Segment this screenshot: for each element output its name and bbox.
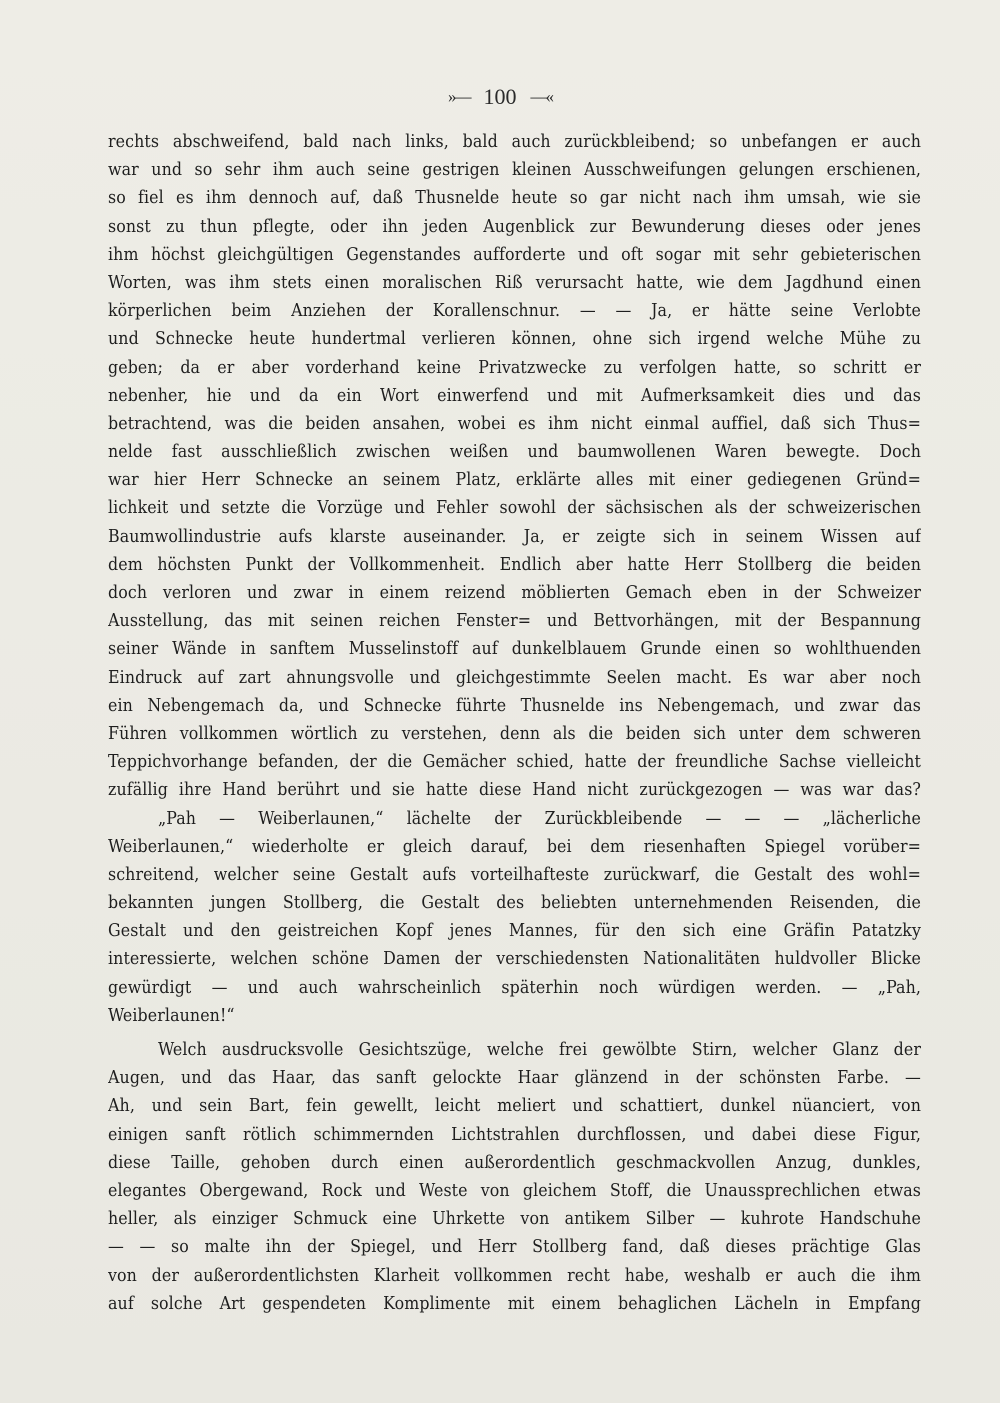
text-line: bekannten jungen Stollberg, die Gestalt des beliebten unternehmenden Reisenden, die — [108, 893, 921, 914]
text-line: körperlichen beim Anziehen der Korallenschnur. — — Ja, er hätte seine Verlobte — [108, 301, 921, 322]
text-line: Ah, und sein Bart, fein gewellt, leicht meliert und schattiert, dunkel nüanciert, von — [108, 1096, 921, 1117]
text-line: war und so sehr ihm auch seine gestrigen kleinen Ausschweifungen gelungen erschienen, — [108, 160, 921, 181]
text-line: „Pah — Weiberlaunen,“ lächelte der Zurückbleibende — — — „lächerliche — [158, 808, 921, 829]
text-line: doch verloren und zwar in einem reizend möblierten Gemach eben in der Schweizer — [108, 583, 921, 603]
text-line: nelde fast ausschließlich zwischen weißen und baumwollenen Waren bewegte. Doch — [108, 442, 921, 463]
text-line: rechts abschweifend, bald nach links, bald auch zurückbleibend; so unbefangen er auch — [108, 132, 921, 152]
text-line: ihm höchst gleichgültigen Gegenstandes aufforderte und oft sogar mit sehr gebieterischen — [108, 244, 921, 265]
page-number: 100 — [483, 84, 517, 109]
text-line: Eindruck auf zart ahnungsvolle und gleichgestimmte Seelen macht. Es war aber noch — [108, 667, 921, 688]
ornament-right-icon: —« — [530, 87, 552, 106]
text-line: sonst zu thun pflegte, oder ihn jeden Augenblick zur Bewunderung dieses oder jenes — [108, 216, 921, 237]
text-line: einigen sanft rötlich schimmernden Lichtstrahlen durchflossen, und dabei diese Figur, — [108, 1124, 921, 1145]
text-line: Weiberlaunen!“ — [108, 1005, 235, 1026]
text-line: schreitend, welcher seine Gestalt aufs vorteilhafteste zurückwarf, die Gestalt des wohl= — [108, 864, 921, 885]
text-line: elegantes Obergewand, Rock und Weste von gleichem Stoff, die Unaussprechlichen etwas — [108, 1180, 921, 1201]
text-line: seiner Wände in sanftem Musselinstoff auf dunkelblauem Grunde einen so wohlthuenden — [108, 639, 921, 660]
text-line: ein Nebengemach da, und Schnecke führte Thusnelde ins Nebengemach, und zwar das — [108, 695, 921, 716]
text-line: Worten, was ihm stets einen moralischen Riß verursacht hatte, wie dem Jagdhund einen — [108, 272, 921, 293]
text-line: Ausstellung, das mit seinen reichen Fenster= und Bettvorhängen, mit der Bespannung — [108, 611, 921, 632]
text-line: Führen vollkommen wörtlich zu verstehen, denn als die beiden sich unter dem schweren — [108, 723, 921, 744]
text-line: interessierte, welchen schöne Damen der verschiedensten Nationalitäten huldvoller Blicke — [108, 949, 921, 970]
text-line: Welch ausdrucksvolle Gesichtszüge, welche frei gewölbte Stirn, welcher Glanz der — [158, 1040, 921, 1060]
ornament-left-icon: »— — [448, 87, 470, 106]
text-line: auf solche Art gespendeten Komplimente mit einem behaglichen Lächeln in Empfang — [108, 1293, 921, 1314]
text-line: gewürdigt — und auch wahrscheinlich späterhin noch würdigen werden. — „Pah, — [108, 977, 921, 998]
text-line: — — so malte ihn der Spiegel, und Herr Stollberg fand, daß dieses prächtige Glas — [108, 1237, 921, 1258]
text-line: war hier Herr Schnecke an seinem Platz, erklärte alles mit einer gediegenen Gründ= — [108, 470, 921, 491]
text-line: zufällig ihre Hand berührt und sie hatte diese Hand nicht zurückgezogen — was war das? — [108, 780, 921, 801]
text-line: Baumwollindustrie aufs klarste auseinander. Ja, er zeigte sich in seinem Wissen auf — [108, 526, 921, 547]
page-header — [0, 82, 1000, 112]
text-line: dem höchsten Punkt der Vollkommenheit. Endlich aber hatte Herr Stollberg die beiden — [108, 554, 921, 575]
text-line: Augen, und das Haar, das sanft gelockte Haar glänzend in der schönsten Farbe. — — [108, 1068, 921, 1089]
text-line: Teppichvorhange befanden, der die Gemächer schied, hatte der freundliche Sachse vielleicht — [108, 752, 921, 773]
body-text — [108, 128, 921, 1318]
text-line: Gestalt und den geistreichen Kopf jenes Mannes, für den sich eine Gräfin Patatzky — [108, 921, 921, 942]
text-line: lichkeit und setzte die Vorzüge und Fehler sowohl der sächsischen als der schweizerischen — [108, 498, 921, 519]
text-line: nebenher, hie und da ein Wort einwerfend und mit Aufmerksamkeit dies und das — [108, 385, 921, 406]
text-line: und Schnecke heute hundertmal verlieren können, ohne sich irgend welche Mühe zu — [108, 329, 921, 350]
text-line: geben; da er aber vorderhand keine Privatzwecke zu verfolgen hatte, so schritt er — [108, 357, 921, 378]
text-line: diese Taille, gehoben durch einen außerordentlich geschmackvollen Anzug, dunkles, — [108, 1152, 921, 1173]
text-line: heller, als einziger Schmuck eine Uhrkette von antikem Silber — kuhrote Handschuhe — [108, 1209, 921, 1230]
text-line: von der außerordentlichsten Klarheit vollkommen recht habe, weshalb er auch die ihm — [108, 1265, 921, 1286]
text-line: Weiberlaunen,“ wiederholte er gleich darauf, bei dem riesenhaften Spiegel vorüber= — [108, 836, 921, 857]
text-line: betrachtend, was die beiden ansahen, wobei es ihm nicht einmal auffiel, daß sich Thus= — [108, 413, 921, 434]
text-line: so fiel es ihm dennoch auf, daß Thusnelde heute so gar nicht nach ihm umsah, wie sie — [108, 188, 921, 209]
